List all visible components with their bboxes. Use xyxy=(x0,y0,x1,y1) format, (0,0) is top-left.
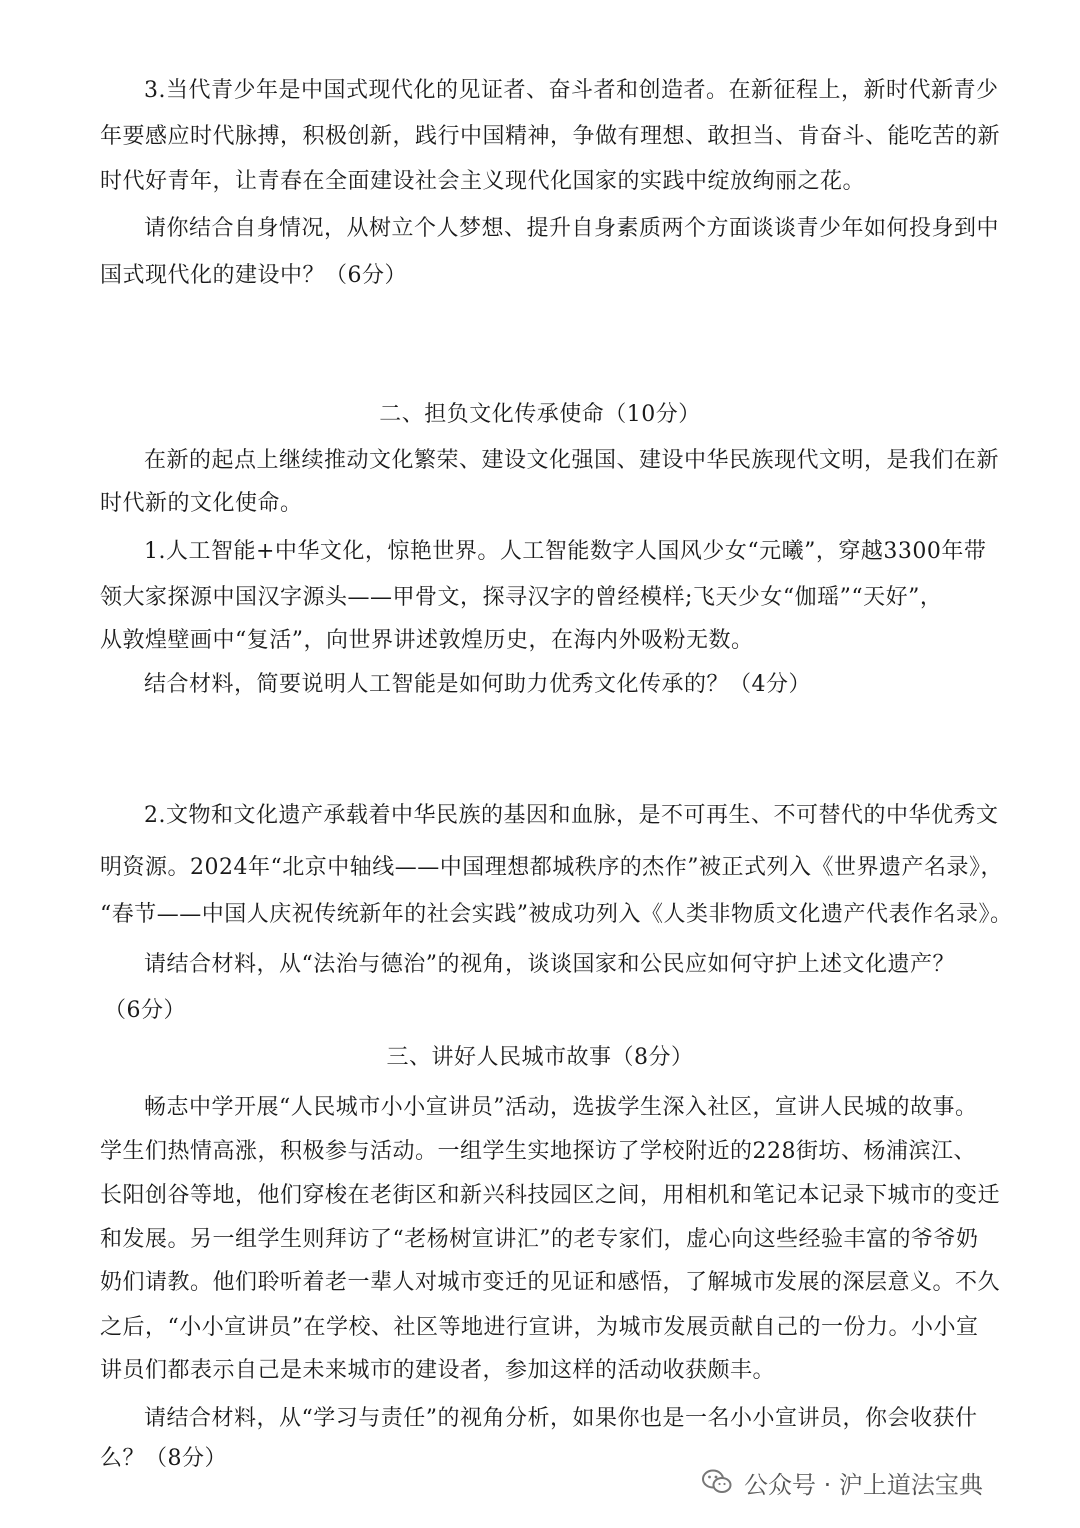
q2-line-3: “春节——中国人庆祝传统新年的社会实践”被成功列入《人类非物质文化遗产代表作名录》。 xyxy=(100,902,1013,927)
section2-intro-line-1: 在新的起点上继续推动文化繁荣、建设文化强国、建设中华民族现代文明，是我们在新 xyxy=(144,448,1000,473)
q2-line-1: 2.文物和文化遗产承载着中华民族的基因和血脉，是不可再生、不可替代的中华优秀文 xyxy=(144,803,999,828)
q3-line-2: 年要感应时代脉搏，积极创新，践行中国精神，争做有理想、敢担当、肯奋斗、能吃苦的新 xyxy=(100,124,1001,149)
q2-question-line-1: 请结合材料，从“法治与德治”的视角，谈谈国家和公民应如何守护上述文化遗产？ xyxy=(144,952,955,977)
watermark-text: 公众号 · 沪上道法宝典 xyxy=(744,1470,983,1499)
q3-question-line-1: 请你结合自身情况，从树立个人梦想、提升自身素质两个方面谈谈青少年如何投身到中 xyxy=(144,216,1000,241)
q2-question-line-2: （6分） xyxy=(104,998,186,1023)
q1-question: 结合材料，简要说明人工智能是如何助力优秀文化传承的？（4分） xyxy=(144,672,811,697)
q3-line-3: 时代好青年，让青春在全面建设社会主义现代化国家的实践中绽放绚丽之花。 xyxy=(100,169,866,194)
q1-line-1: 1.人工智能+中华文化，惊艳世界。人工智能数字人国风少女“元曦”，穿越3300年带 xyxy=(144,539,987,564)
q1-line-3: 从敦煌壁画中“复活”，向世界讲述敦煌历史，在海内外吸粉无数。 xyxy=(100,628,754,653)
section3-line-5: 奶们请教。他们聆听着老一辈人对城市变迁的见证和感悟，了解城市发展的深层意义。不久 xyxy=(100,1270,1001,1295)
watermark xyxy=(700,1462,983,1502)
section2-title: 二、担负文化传承使命（10分） xyxy=(379,402,701,427)
section3-question-line-2: 么？（8分） xyxy=(100,1446,227,1471)
q3-line-1: 3.当代青少年是中国式现代化的见证者、奋斗者和创造者。在新征程上，新时代新青少 xyxy=(144,78,999,103)
section3-line-7: 讲员们都表示自己是未来城市的建设者，参加这样的活动收获颇丰。 xyxy=(100,1358,776,1383)
q2-line-2: 明资源。2024年“北京中轴线——中国理想都城秩序的杰作”被正式列入《世界遗产名录》， xyxy=(100,855,1003,880)
wechat-icon xyxy=(700,1465,734,1499)
section3-line-4: 和发展。另一组学生则拜访了“老杨树宣讲汇”的老专家们，虚心向这些经验丰富的爷爷奶 xyxy=(100,1227,979,1252)
section3-title: 三、讲好人民城市故事（8分） xyxy=(386,1045,694,1070)
section2-intro-line-2: 时代新的文化使命。 xyxy=(100,491,303,516)
section3-line-6: 之后，“小小宣讲员”在学校、社区等地进行宣讲，为城市发展贡献自己的一份力。小小宣 xyxy=(100,1315,979,1340)
section3-line-3: 长阳创谷等地，他们穿梭在老街区和新兴科技园区之间，用相机和笔记本记录下城市的变迁 xyxy=(100,1183,1001,1208)
q3-question-line-2: 国式现代化的建设中？（6分） xyxy=(100,263,407,288)
section3-question-line-1: 请结合材料，从“学习与责任”的视角分析，如果你也是一名小小宣讲员，你会收获什 xyxy=(144,1406,978,1431)
section3-line-2: 学生们热情高涨，积极参与活动。一组学生实地探访了学校附近的228街坊、杨浦滨江、 xyxy=(100,1139,976,1164)
section3-line-1: 畅志中学开展“人民城市小小宣讲员”活动，选拔学生深入社区，宣讲人民城的故事。 xyxy=(144,1095,978,1120)
q1-line-2: 领大家探源中国汉字源头——甲骨文，探寻汉字的曾经模样;飞天少女“伽瑶”“天好”， xyxy=(100,585,943,610)
